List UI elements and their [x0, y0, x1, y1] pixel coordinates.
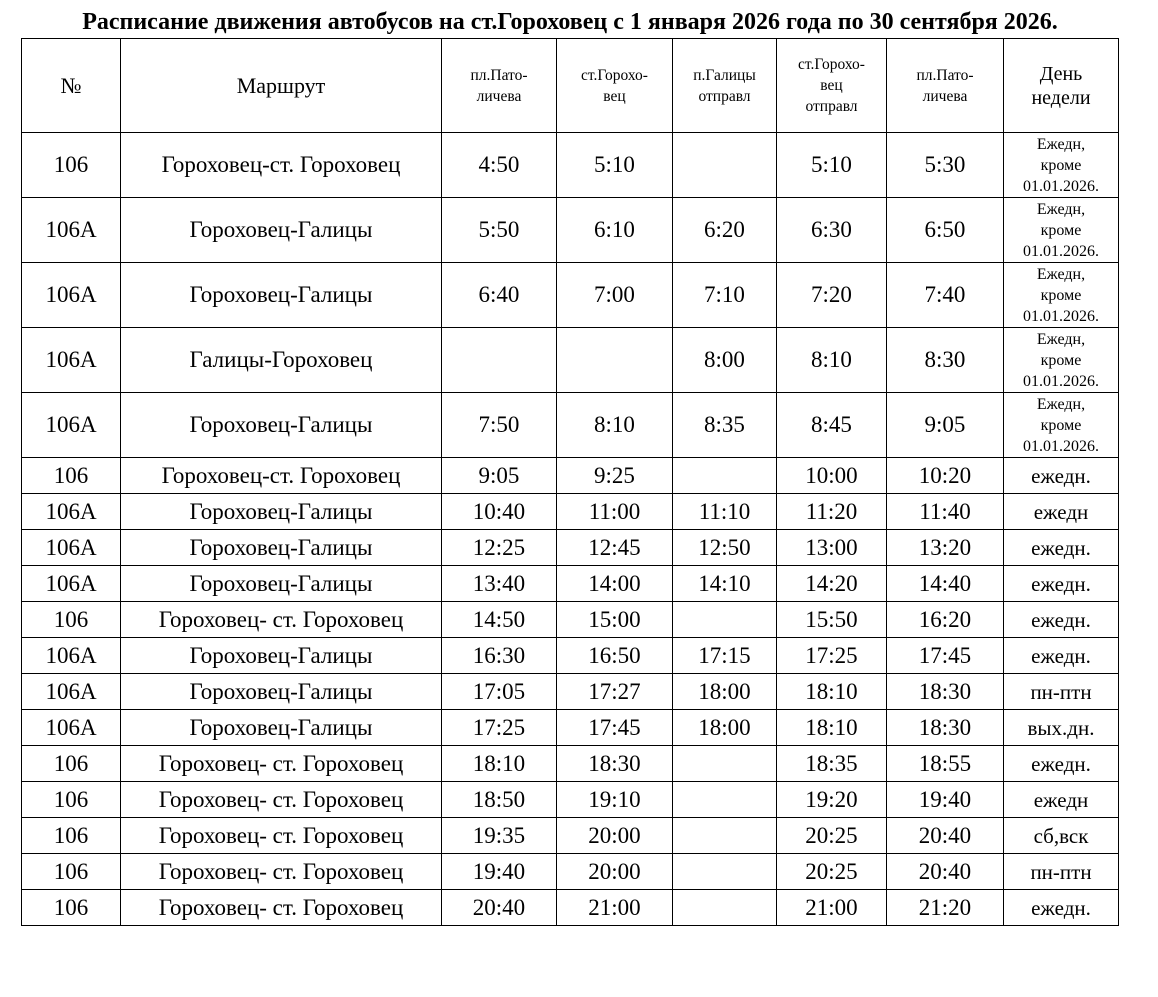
time-cell: 14:40	[887, 566, 1004, 602]
day-line: кроме	[1040, 351, 1082, 369]
route-number: 106	[22, 133, 121, 198]
route-name: Гороховец-Галицы	[121, 638, 442, 674]
time-cell	[673, 746, 777, 782]
day-of-week: ежедн.	[1004, 638, 1119, 674]
day-line: 01.01.2026.	[1023, 177, 1099, 195]
time-cell	[673, 890, 777, 926]
route-number: 106	[22, 782, 121, 818]
route-number: 106А	[22, 638, 121, 674]
time-cell: 11:20	[777, 494, 887, 530]
header-line: п.Галицы	[693, 66, 756, 84]
route-number: 106А	[22, 393, 121, 458]
time-cell: 18:55	[887, 746, 1004, 782]
time-cell: 20:00	[557, 818, 673, 854]
time-cell: 14:10	[673, 566, 777, 602]
table-row	[22, 328, 1119, 393]
time-cell: 7:40	[887, 263, 1004, 328]
time-cell: 19:40	[887, 782, 1004, 818]
day-line: Ежедн,	[1036, 200, 1086, 218]
day-of-week	[1004, 328, 1119, 393]
table-row	[22, 530, 1119, 566]
time-cell: 13:40	[442, 566, 557, 602]
header-line: ст.Горохо-	[581, 66, 648, 84]
route-name: Гороховец- ст. Гороховец	[121, 890, 442, 926]
time-cell: 6:20	[673, 198, 777, 263]
route-number: 106А	[22, 710, 121, 746]
day-line: кроме	[1040, 221, 1082, 239]
header-patolicheva-arrive	[887, 39, 1004, 133]
time-cell: 9:25	[557, 458, 673, 494]
route-name: Гороховец- ст. Гороховец	[121, 854, 442, 890]
route-number: 106А	[22, 263, 121, 328]
day-of-week	[1004, 198, 1119, 263]
table-row	[22, 674, 1119, 710]
route-number: 106А	[22, 566, 121, 602]
route-name: Гороховец-Галицы	[121, 494, 442, 530]
time-cell: 12:50	[673, 530, 777, 566]
day-of-week: ежедн.	[1004, 530, 1119, 566]
day-of-week: ежедн.	[1004, 746, 1119, 782]
time-cell: 7:10	[673, 263, 777, 328]
time-cell: 18:00	[673, 710, 777, 746]
header-number: №	[22, 39, 121, 133]
table-row	[22, 133, 1119, 198]
day-of-week: ежедн.	[1004, 602, 1119, 638]
route-number: 106А	[22, 494, 121, 530]
table-row	[22, 638, 1119, 674]
day-of-week: ежедн.	[1004, 566, 1119, 602]
day-of-week: ежедн.	[1004, 890, 1119, 926]
day-line: Ежедн,	[1036, 330, 1086, 348]
header-line: пл.Пато-	[470, 66, 528, 84]
time-cell: 14:50	[442, 602, 557, 638]
route-number: 106	[22, 746, 121, 782]
time-cell: 20:40	[887, 854, 1004, 890]
table-row	[22, 393, 1119, 458]
header-galitsy-depart	[673, 39, 777, 133]
day-line: кроме	[1040, 416, 1082, 434]
day-of-week: ежедн.	[1004, 458, 1119, 494]
header-station	[557, 39, 673, 133]
time-cell: 17:45	[557, 710, 673, 746]
time-cell	[442, 328, 557, 393]
time-cell: 20:00	[557, 854, 673, 890]
time-cell: 18:00	[673, 674, 777, 710]
time-cell: 18:30	[557, 746, 673, 782]
time-cell: 21:20	[887, 890, 1004, 926]
time-cell: 12:25	[442, 530, 557, 566]
table-row	[22, 746, 1119, 782]
day-line: 01.01.2026.	[1023, 242, 1099, 260]
time-cell: 19:40	[442, 854, 557, 890]
time-cell	[557, 328, 673, 393]
day-of-week: ежедн	[1004, 494, 1119, 530]
schedule-table	[21, 38, 1119, 926]
table-row	[22, 602, 1119, 638]
table-row	[22, 854, 1119, 890]
header-line: недели	[1031, 86, 1091, 109]
time-cell: 20:40	[887, 818, 1004, 854]
time-cell: 18:10	[442, 746, 557, 782]
table-row	[22, 710, 1119, 746]
time-cell: 7:20	[777, 263, 887, 328]
time-cell: 14:20	[777, 566, 887, 602]
route-number: 106	[22, 890, 121, 926]
header-line: ст.Горохо-	[798, 56, 865, 73]
header-line: пл.Пато-	[916, 66, 974, 84]
day-line: 01.01.2026.	[1023, 437, 1099, 455]
route-name: Гороховец-Галицы	[121, 530, 442, 566]
time-cell: 8:10	[777, 328, 887, 393]
time-cell: 14:00	[557, 566, 673, 602]
route-number: 106А	[22, 674, 121, 710]
time-cell: 17:45	[887, 638, 1004, 674]
route-name: Гороховец-Галицы	[121, 393, 442, 458]
time-cell: 8:35	[673, 393, 777, 458]
day-of-week	[1004, 393, 1119, 458]
time-cell: 10:00	[777, 458, 887, 494]
route-name: Гороховец-ст. Гороховец	[121, 133, 442, 198]
route-number: 106	[22, 458, 121, 494]
time-cell: 12:45	[557, 530, 673, 566]
time-cell: 17:05	[442, 674, 557, 710]
time-cell: 8:45	[777, 393, 887, 458]
time-cell: 9:05	[887, 393, 1004, 458]
day-of-week: сб,вск	[1004, 818, 1119, 854]
day-line: Ежедн,	[1036, 135, 1086, 153]
time-cell: 21:00	[557, 890, 673, 926]
page-title: Расписание движения автобусов на ст.Гороховец с 1 января 2026 года по 30 сентября 2026.	[82, 9, 1058, 35]
header-line: отправл	[805, 98, 858, 115]
table-row	[22, 818, 1119, 854]
time-cell	[673, 602, 777, 638]
time-cell: 16:30	[442, 638, 557, 674]
header-row	[22, 39, 1119, 133]
route-name: Гороховец- ст. Гороховец	[121, 746, 442, 782]
day-line: Ежедн,	[1036, 265, 1086, 283]
route-name: Гороховец-Галицы	[121, 198, 442, 263]
day-of-week: вых.дн.	[1004, 710, 1119, 746]
day-line: 01.01.2026.	[1023, 307, 1099, 325]
time-cell	[673, 458, 777, 494]
day-line: кроме	[1040, 156, 1082, 174]
header-line: отправл	[698, 87, 751, 105]
time-cell: 17:27	[557, 674, 673, 710]
route-name: Гороховец-ст. Гороховец	[121, 458, 442, 494]
route-name: Гороховец- ст. Гороховец	[121, 782, 442, 818]
time-cell: 10:20	[887, 458, 1004, 494]
time-cell: 18:10	[777, 674, 887, 710]
header-route: Маршрут	[121, 39, 442, 133]
time-cell: 13:20	[887, 530, 1004, 566]
header-day	[1004, 39, 1119, 133]
time-cell: 15:50	[777, 602, 887, 638]
time-cell: 18:50	[442, 782, 557, 818]
time-cell: 20:40	[442, 890, 557, 926]
table-row	[22, 198, 1119, 263]
time-cell: 17:25	[442, 710, 557, 746]
time-cell: 10:40	[442, 494, 557, 530]
day-of-week	[1004, 263, 1119, 328]
time-cell: 5:30	[887, 133, 1004, 198]
time-cell: 20:25	[777, 818, 887, 854]
table-row	[22, 566, 1119, 602]
route-name: Гороховец- ст. Гороховец	[121, 818, 442, 854]
header-line: личева	[922, 87, 968, 105]
time-cell: 17:25	[777, 638, 887, 674]
table-row	[22, 494, 1119, 530]
time-cell	[673, 854, 777, 890]
route-name: Гороховец-Галицы	[121, 674, 442, 710]
time-cell: 21:00	[777, 890, 887, 926]
time-cell: 5:10	[557, 133, 673, 198]
header-line: День	[1039, 62, 1083, 85]
day-line: 01.01.2026.	[1023, 372, 1099, 390]
time-cell: 6:30	[777, 198, 887, 263]
time-cell: 11:40	[887, 494, 1004, 530]
time-cell: 5:50	[442, 198, 557, 263]
table-row	[22, 890, 1119, 926]
time-cell: 19:35	[442, 818, 557, 854]
table-row	[22, 458, 1119, 494]
route-number: 106А	[22, 328, 121, 393]
time-cell: 16:20	[887, 602, 1004, 638]
route-name: Гороховец-Галицы	[121, 710, 442, 746]
header-line: вец	[603, 87, 626, 105]
route-name: Гороховец-Галицы	[121, 263, 442, 328]
time-cell	[673, 782, 777, 818]
time-cell: 7:50	[442, 393, 557, 458]
day-line: кроме	[1040, 286, 1082, 304]
route-name: Галицы-Гороховец	[121, 328, 442, 393]
day-of-week: пн-птн	[1004, 854, 1119, 890]
table-row	[22, 782, 1119, 818]
time-cell: 6:10	[557, 198, 673, 263]
time-cell: 11:00	[557, 494, 673, 530]
time-cell	[673, 818, 777, 854]
time-cell: 18:30	[887, 674, 1004, 710]
route-number: 106	[22, 854, 121, 890]
day-line: Ежедн,	[1036, 395, 1086, 413]
time-cell: 13:00	[777, 530, 887, 566]
route-number: 106	[22, 818, 121, 854]
time-cell: 18:10	[777, 710, 887, 746]
time-cell: 8:30	[887, 328, 1004, 393]
route-number: 106А	[22, 530, 121, 566]
time-cell: 6:40	[442, 263, 557, 328]
time-cell: 17:15	[673, 638, 777, 674]
time-cell: 18:35	[777, 746, 887, 782]
time-cell: 19:10	[557, 782, 673, 818]
day-of-week	[1004, 133, 1119, 198]
time-cell: 18:30	[887, 710, 1004, 746]
header-line: вец	[820, 77, 843, 94]
route-name: Гороховец-Галицы	[121, 566, 442, 602]
time-cell: 16:50	[557, 638, 673, 674]
header-patolicheva-depart	[442, 39, 557, 133]
time-cell: 4:50	[442, 133, 557, 198]
time-cell: 20:25	[777, 854, 887, 890]
time-cell: 15:00	[557, 602, 673, 638]
header-station-depart	[777, 39, 887, 133]
route-number: 106А	[22, 198, 121, 263]
time-cell: 8:10	[557, 393, 673, 458]
time-cell	[673, 133, 777, 198]
header-line: личева	[476, 87, 522, 105]
time-cell: 7:00	[557, 263, 673, 328]
time-cell: 6:50	[887, 198, 1004, 263]
day-of-week: ежедн	[1004, 782, 1119, 818]
time-cell: 5:10	[777, 133, 887, 198]
day-of-week: пн-птн	[1004, 674, 1119, 710]
time-cell: 9:05	[442, 458, 557, 494]
time-cell: 19:20	[777, 782, 887, 818]
time-cell: 8:00	[673, 328, 777, 393]
route-name: Гороховец- ст. Гороховец	[121, 602, 442, 638]
time-cell: 11:10	[673, 494, 777, 530]
route-number: 106	[22, 602, 121, 638]
table-row	[22, 263, 1119, 328]
